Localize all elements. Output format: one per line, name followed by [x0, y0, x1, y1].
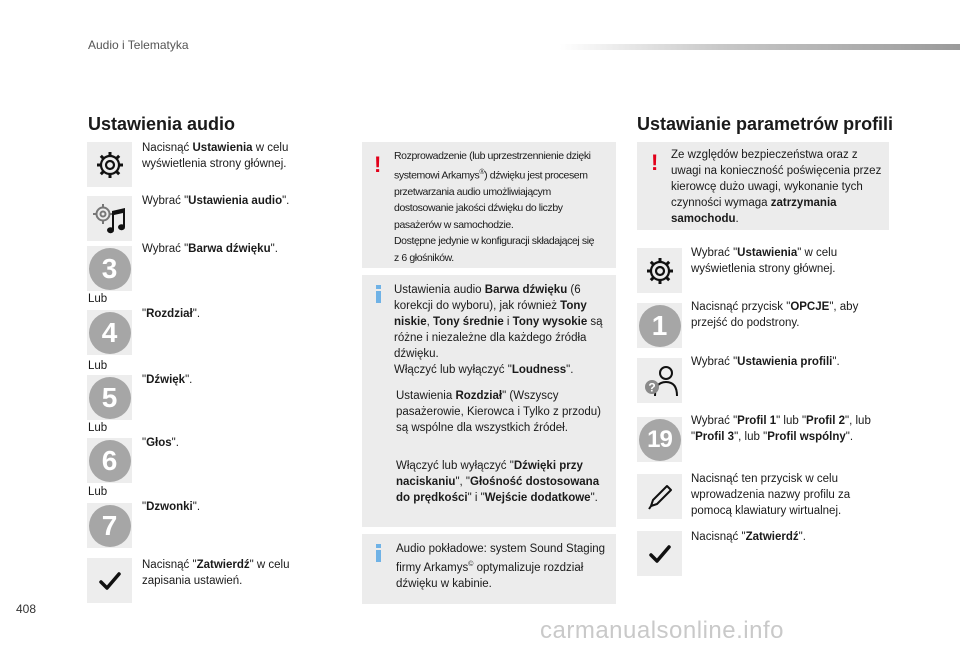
step-icon-box	[637, 531, 682, 576]
warning-text: Rozprowadzenie (lub uprzestrzennienie dzięki systemowi Arkamys®) dźwięku jest procesem przetwarzania audio umożliwiającym dostosowanie jakości dźwięku do liczby pasażerów w samochodzie. Dostępne jedynie w konfiguracji składającej się z 6 głośników.	[394, 150, 595, 264]
or-label: Lub	[88, 293, 108, 305]
gear-icon	[645, 256, 675, 286]
profile-icon	[640, 363, 680, 399]
step-icon-box	[637, 358, 682, 403]
info-icon	[376, 550, 381, 562]
section-header: Audio i Telematyka	[88, 38, 189, 52]
step-number-badge: 3	[89, 248, 131, 290]
right-step-4: Wybrać "Profil 1" lub "Profil 2", lub "Profil 3", lub "Profil wspólny".	[691, 415, 871, 443]
right-step-5: Nacisnąć ten przycisk w celu wprowadzenia nazwy profilu za pomocą klawiatury wirtualnej.	[691, 473, 851, 517]
step-icon-box	[87, 142, 132, 187]
info-panel	[362, 275, 616, 527]
step-number-badge: 19	[639, 419, 681, 461]
left-step-7: "Dzwonki".	[142, 501, 201, 513]
info-icon	[376, 291, 381, 303]
step-icon-box	[87, 246, 132, 291]
step-icon-box	[87, 310, 132, 355]
step-icon-box	[87, 375, 132, 420]
page-number: 408	[16, 602, 37, 616]
warning-panel-right	[637, 142, 889, 230]
profile-question-glyph: ?	[647, 380, 656, 394]
check-icon	[99, 571, 121, 591]
step-number-badge: 6	[89, 440, 131, 482]
step-icon-box	[637, 248, 682, 293]
right-step-6: Nacisnąć "Zatwierdź".	[691, 531, 806, 543]
left-step-8: Nacisnąć "Zatwierdź" w celu zapisania ustawień.	[142, 559, 290, 587]
left-title: Ustawienia audio	[88, 114, 236, 134]
left-step-5: "Dźwięk".	[142, 374, 193, 386]
step-icon-box	[87, 438, 132, 483]
step-number-badge: 5	[89, 377, 131, 419]
left-step-4: "Rozdział".	[142, 308, 201, 320]
header-rule	[560, 44, 960, 50]
right-step-1: Wybrać "Ustawienia" w celu wyświetlenia strony głównej.	[691, 247, 838, 275]
warning-icon: !	[651, 150, 659, 175]
info-text-2: Ustawienia Rozdział" (Wszyscy pasażerowie, Kierowca i Tylko z przodu) są wspólne dla wszystkich źródeł.	[396, 390, 601, 434]
pencil-icon	[645, 482, 675, 512]
or-label: Lub	[88, 422, 108, 434]
step-icon-box	[637, 417, 682, 462]
info-text-4: Audio pokładowe: system Sound Staging firmy Arkamys© optymalizuje rozdział dźwięku w kabinie.	[396, 543, 606, 590]
gear-icon	[95, 150, 125, 180]
left-step-1: Nacisnąć Ustawienia w celu wyświetlenia strony głównej.	[142, 142, 289, 170]
step-number-badge: 4	[89, 312, 131, 354]
warning-panel	[362, 142, 616, 268]
warning-text-right: Ze względów bezpieczeństwa oraz z uwagi na konieczność poświęcenia przez kierowcę dużo uwagi, wykonanie tych czynności wymaga zatrzymania samochodu.	[671, 149, 882, 225]
info-panel-2	[362, 534, 616, 604]
right-step-3: Wybrać "Ustawienia profili".	[691, 356, 840, 368]
or-label: Lub	[88, 486, 108, 498]
gear-music-icon	[92, 203, 128, 235]
step-icon-box	[87, 558, 132, 603]
left-step-3: Wybrać "Barwa dźwięku".	[142, 243, 278, 255]
step-number-badge: 7	[89, 505, 131, 547]
or-label: Lub	[88, 360, 108, 372]
step-icon-box	[87, 196, 132, 241]
step-number-badge: 1	[639, 305, 681, 347]
step-icon-box	[637, 474, 682, 519]
info-text-3: Włączyć lub wyłączyć "Dźwięki przy naciskaniu", "Głośność dostosowana do prędkości" i "Wejście dodatkowe".	[396, 460, 600, 504]
left-step-6: "Głos".	[142, 437, 179, 449]
step-icon-box	[87, 503, 132, 548]
check-icon	[649, 544, 671, 564]
left-step-2: Wybrać "Ustawienia audio".	[142, 195, 290, 207]
step-icon-box	[637, 303, 682, 348]
warning-icon: !	[374, 152, 382, 177]
info-text-1: Ustawienia audio Barwa dźwięku (6 korekcji do wyboru), jak również Tony niskie, Tony średnie i Tony wysokie są różne i niezależne dla każdego źródła dźwięku. Włączyć lub wyłączyć "Loudness".	[394, 284, 603, 376]
watermark: carmanualsonline.info	[540, 617, 784, 644]
right-title: Ustawianie parametrów profili	[637, 114, 894, 134]
right-step-2: Nacisnąć przycisk "OPCJE", aby przejść do podstrony.	[691, 301, 859, 329]
